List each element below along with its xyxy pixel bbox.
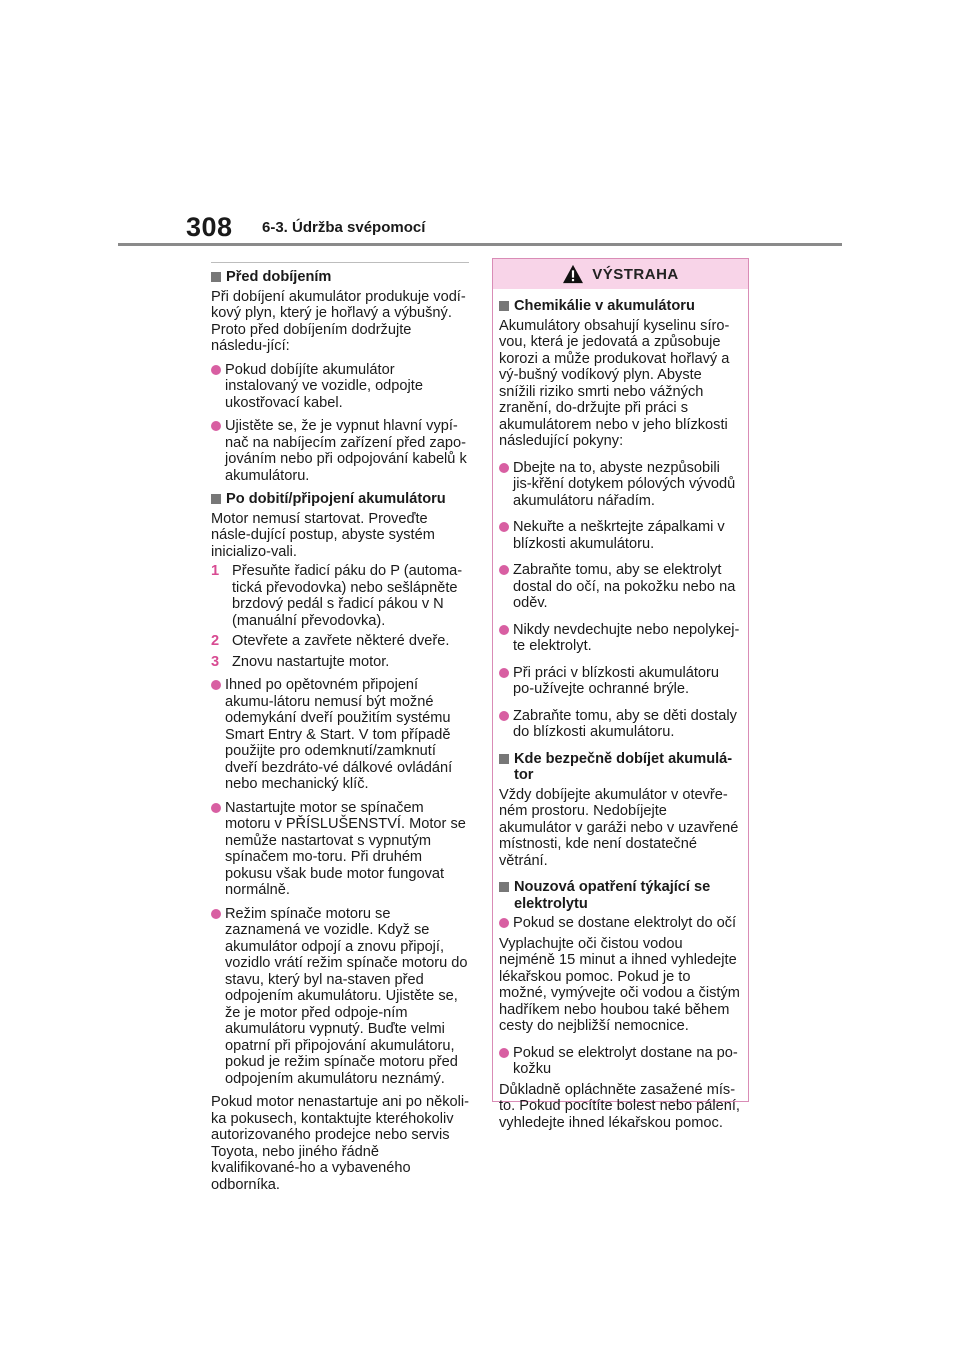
- page-number: 308: [186, 212, 233, 242]
- circle-bullet-icon: [499, 625, 509, 635]
- chemicals-heading: [499, 298, 742, 315]
- list-item: [211, 418, 469, 484]
- step-item: [211, 633, 469, 650]
- circle-bullet-icon: [211, 680, 221, 690]
- circle-bullet-icon: [499, 522, 509, 532]
- list-item-text: Zabraňte tomu, aby se děti dostaly do blízkosti akumulátoru.: [513, 707, 737, 740]
- step-text: Přesuňte řadicí páku do P (automa-tická převodovka) nebo sešlápněte brzdový pedál s řadicí pákou v N (manuální převodovka).: [232, 563, 463, 629]
- circle-bullet-icon: [211, 365, 221, 375]
- closing-paragraph: Pokud motor nenastartuje ani po několi-ka pokusech, kontaktujte kteréhokoliv autorizovaného prodejce nebo servis Toyota, nebo jiného řádně kvalifikované-ho a vybaveného odborníka.: [211, 1094, 469, 1193]
- warning-body: [493, 289, 748, 1131]
- list-item-text: Dbejte na to, abyste nezpůsobili jis-křění dotykem pólových vývodů akumulátoru nářadím.: [513, 459, 736, 509]
- list-item-text: Při práci v blízkosti akumulátoru po-užívejte ochranné brýle.: [513, 664, 720, 697]
- step-item: [211, 654, 469, 671]
- list-item-text: Zabraňte tomu, aby se elektrolyt dostal do očí, na pokožku nebo na oděv.: [513, 562, 736, 611]
- circle-bullet-icon: [499, 918, 509, 928]
- circle-bullet-icon: [499, 1048, 509, 1058]
- list-item: [499, 915, 742, 932]
- list-item: [211, 800, 469, 899]
- list-item: [499, 460, 742, 510]
- circle-bullet-icon: [211, 421, 221, 431]
- square-bullet-icon: [499, 754, 509, 764]
- circle-bullet-icon: [211, 909, 221, 919]
- list-item: [499, 708, 742, 741]
- skin-paragraph: Důkladně opláchněte zasažené mís-to. Pokud pocítíte bolest nebo pálení, vyhledejte ihned lékařskou pomoc.: [499, 1081, 740, 1131]
- circle-bullet-icon: [499, 711, 509, 721]
- step-number: 1: [211, 563, 220, 579]
- step-number: 3: [211, 653, 220, 670]
- after-charging-heading: [211, 491, 469, 508]
- column-divider: [211, 262, 469, 263]
- square-bullet-icon: [499, 882, 509, 892]
- step-number: 2: [211, 633, 220, 649]
- list-item: [211, 362, 469, 412]
- heading-text: Po dobití/připojení akumulátoru: [226, 491, 446, 507]
- list-item-text: Nekuřte a neškrtejte zápalkami v blízkosti akumulátoru.: [513, 519, 725, 552]
- list-item: [211, 906, 469, 1088]
- step-text: Znovu nastartujte motor.: [232, 653, 390, 670]
- list-item-text: Ihned po opětovném připojení akumu-látoru nemusí být možné odemykání dveří použitím systému Smart Entry & Start. V tom případě použijte pro odemknutí/zamknutí dveří bezdráto-vé dálkové ovládání nebo mechanický klíč.: [225, 677, 453, 792]
- chemicals-paragraph: Akumulátory obsahují kyselinu síro-vou, která je jedovatá a způsobuje korozi a může produkovat hořlavý a vý-bušný vodíkový plyn. Abyste snížili riziko smrti nebo vážných zranění, do-držujte při práci s akumulátorem nebo v jeho blízkosti následující pokyny:: [499, 317, 730, 449]
- warning-header: [493, 259, 748, 289]
- emergency-heading: [499, 879, 742, 912]
- circle-bullet-icon: [499, 565, 509, 575]
- list-item-text: Režim spínače motoru se zaznamená ve vozidle. Když se akumulátor odpojí a znovu připojí, vozidlo vrátí režim spínače motoru do stavu, který byl na-staven před odpojením akumulátoru. Ujistěte se, že je motor před odpoje-ním akumulátoru vypnutý. Buďte velmi opatrní při připojování akumulátoru, pokud je režim spínače motoru před odpojením akumulátoru neznámý.: [225, 905, 468, 1087]
- warning-title: VÝSTRAHA: [592, 265, 679, 283]
- list-item-text: Ujistěte se, že je vypnut hlavní vypí-nač na nabíjecím zařízení před zapo-jováním nebo při odpojování kabelů k akumulátoru.: [225, 418, 467, 484]
- list-item: [499, 1045, 742, 1078]
- list-item-text: Pokud se elektrolyt dostane na po-kožku: [513, 1044, 738, 1077]
- before-charging-heading: [211, 269, 469, 286]
- list-item-text: Pokud se dostane elektrolyt do očí: [513, 915, 737, 931]
- left-column: [211, 262, 469, 1200]
- circle-bullet-icon: [211, 803, 221, 813]
- heading-text: Kde bezpečně dobíjet akumulá-tor: [514, 750, 733, 783]
- list-item: [499, 519, 742, 552]
- circle-bullet-icon: [499, 463, 509, 473]
- step-text: Otevřete a zavřete některé dveře.: [232, 633, 450, 649]
- heading-text: Chemikálie v akumulátoru: [514, 298, 695, 314]
- list-item-text: Pokud dobíjíte akumulátor instalovaný ve vozidle, odpojte ukostřovací kabel.: [225, 361, 423, 411]
- list-item: [499, 622, 742, 655]
- square-bullet-icon: [211, 272, 221, 282]
- list-item-text: Nikdy nevdechujte nebo nepolykej-te elektrolyt.: [513, 621, 740, 654]
- section-title: 6-3. Údržba svépomocí: [262, 219, 426, 236]
- list-item-text: Nastartujte motor se spínačem motoru v PŘÍSLUŠENSTVÍ. Motor se nemůže nastartovat s vypnutým spínačem mo-toru. Při druhém pokusu však bude motor fungovat normálně.: [225, 799, 466, 898]
- list-item: [499, 562, 742, 612]
- where-to-charge-heading: [499, 751, 742, 784]
- square-bullet-icon: [211, 494, 221, 504]
- after-charging-paragraph: Motor nemusí startovat. Proveďte násle-dující postup, abyste systém inicializo-vali.: [211, 510, 435, 560]
- list-item: [499, 665, 742, 698]
- square-bullet-icon: [499, 301, 509, 311]
- header-divider: [118, 243, 842, 246]
- heading-text: Nouzová opatření týkající se elektrolytu: [514, 879, 711, 912]
- before-charging-paragraph: Při dobíjení akumulátor produkuje vodí-kový plyn, který je hořlavý a výbušný. Proto před dobíjením dodržujte následu-jící:: [211, 288, 466, 354]
- eyes-paragraph: Vyplachujte oči čistou vodou nejméně 15 minut a ihned vyhledejte lékařskou pomoc. Pokud je to možné, vymývejte oči vodou a čistým hadříkem nebo houbou také během cesty do nejbližší nemocnice.: [499, 935, 740, 1034]
- warning-box: [492, 258, 749, 1131]
- circle-bullet-icon: [499, 668, 509, 678]
- where-to-charge-paragraph: Vždy dobíjejte akumulátor v otevře-ném prostoru. Nedobíjejte akumulátor v garáži nebo v uzavřené místnosti, kde není dostatečné větrání.: [499, 786, 739, 869]
- warning-triangle-icon: [562, 264, 584, 284]
- step-item: [211, 563, 469, 629]
- heading-text: Před dobíjením: [226, 269, 332, 285]
- list-item: [211, 677, 469, 793]
- page-header: [0, 0, 960, 250]
